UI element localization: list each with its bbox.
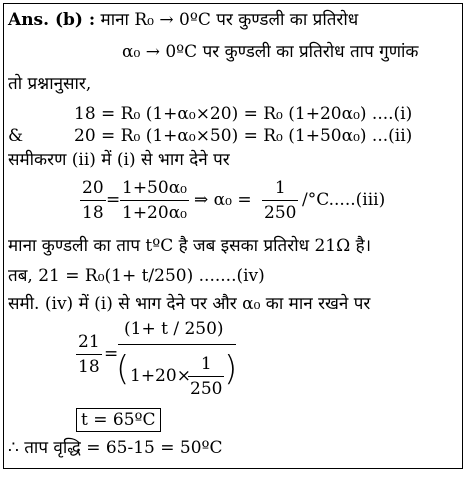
equation-i: 18 = R₀ (1+α₀×20) = R₀ (1+20α₀) ....(i) <box>74 104 413 124</box>
line-6: समीकरण (ii) में (i) से भाग देने पर <box>8 150 230 170</box>
fraction-bar <box>80 200 106 201</box>
unit-iii: /°C.....(iii) <box>302 190 386 210</box>
fraction-21-18 <box>76 332 102 377</box>
fraction-bar <box>76 354 102 355</box>
line-1 <box>8 10 358 30</box>
implies-alpha: ⇒ α₀ = <box>194 190 252 210</box>
fraction-denominator: 1+20α₀ <box>122 203 187 223</box>
right-paren: ) <box>224 349 238 389</box>
fraction-denominator: 18 <box>82 203 104 223</box>
fraction-20-18 <box>80 178 106 223</box>
answer-label: Ans. (b) : <box>8 10 96 30</box>
line-8: माना कुण्डली का ताप tºC है जब इसका प्रतिरोध 21Ω है। <box>8 236 372 256</box>
numerator-expression: (1+ t / 250) <box>124 319 224 339</box>
ampersand: & <box>8 126 24 146</box>
equals-sign: = <box>104 344 119 364</box>
final-line: ∴ ताप वृद्धि = 65-15 = 50ºC <box>8 438 223 458</box>
fraction-numerator: 1 <box>200 354 212 374</box>
fraction-numerator: 20 <box>82 178 104 198</box>
fraction-denominator: 18 <box>78 357 100 377</box>
equation-ii: 20 = R₀ (1+α₀×50) = R₀ (1+50α₀) ...(ii) <box>74 126 413 146</box>
line-10: समी. (iv) में (i) से भाग देने पर और α₀ का मान रखने पर <box>8 294 371 314</box>
fraction-1-250 <box>262 178 298 223</box>
answer-box <box>3 3 463 469</box>
fraction-denominator: 250 <box>190 379 223 399</box>
main-fraction-bar <box>118 344 236 345</box>
line-9: तब, 21 = R₀(1+ t/250) .......(iv) <box>8 266 265 286</box>
left-paren: ( <box>116 349 130 389</box>
fraction-bar <box>188 376 224 377</box>
equals-sign: = <box>106 190 121 210</box>
fraction-alpha <box>120 178 189 223</box>
fraction-numerator: 21 <box>78 332 100 352</box>
denominator-expression: 1+20× <box>130 366 191 386</box>
result-box: t = 65ºC <box>76 408 161 432</box>
fraction-numerator: 1+50α₀ <box>122 178 187 198</box>
fraction-numerator: 1 <box>274 178 286 198</box>
fraction-bar <box>120 200 189 201</box>
line-2: α₀ → 0ºC पर कुण्डली का प्रतिरोध ताप गुणांक <box>122 42 419 62</box>
fraction-1-250-inner <box>188 354 224 399</box>
fraction-denominator: 250 <box>264 203 297 223</box>
fraction-bar <box>262 200 298 201</box>
line-3: तो प्रश्नानुसार, <box>8 74 92 94</box>
line-1-text: माना R₀ → 0ºC पर कुण्डली का प्रतिरोध <box>100 10 359 30</box>
